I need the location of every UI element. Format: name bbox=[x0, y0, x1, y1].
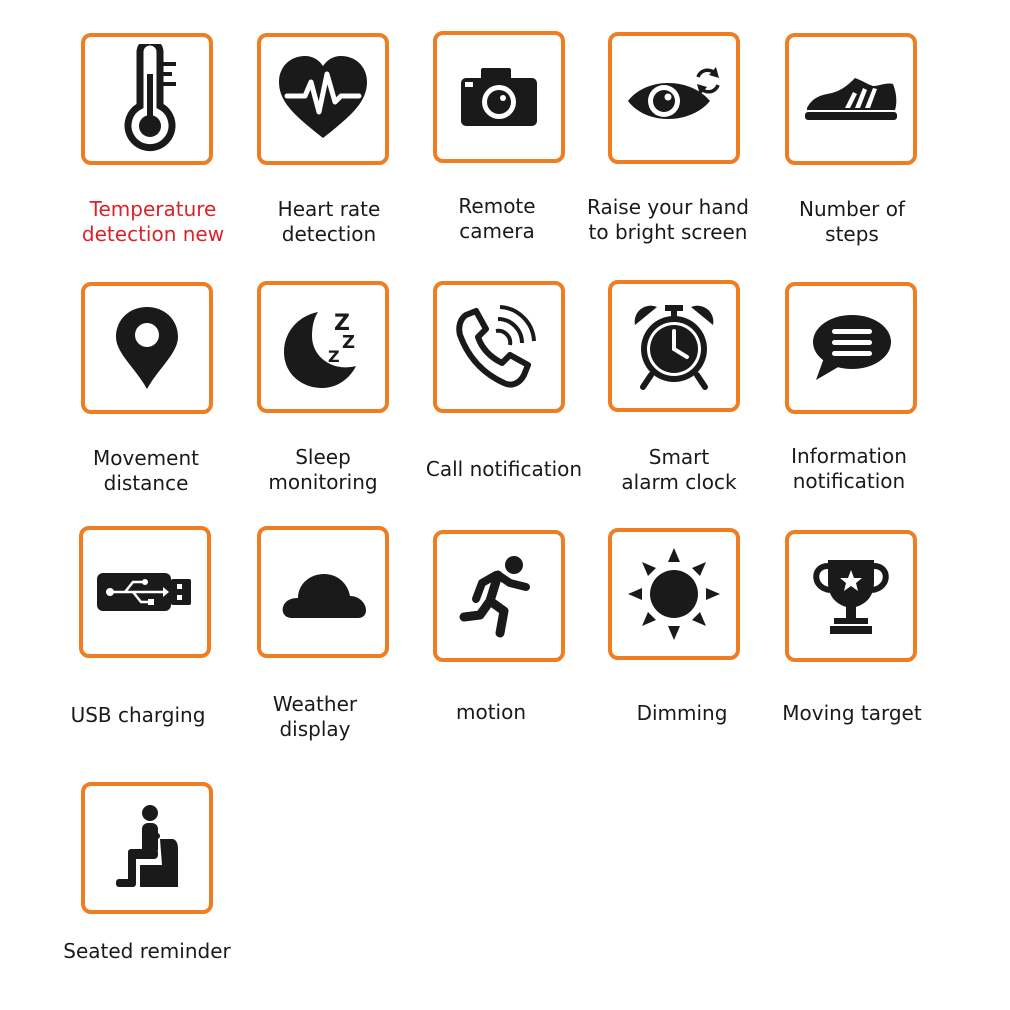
label-motion bbox=[391, 700, 591, 725]
label-line: Heart rate bbox=[277, 197, 381, 221]
label-line: Sleep bbox=[295, 445, 351, 469]
label-line: distance bbox=[103, 471, 189, 495]
moon-zzz-icon bbox=[278, 304, 368, 390]
svg-text:Z: Z bbox=[334, 311, 350, 336]
heart-pulse-icon bbox=[275, 54, 371, 144]
label-line: Number of bbox=[799, 197, 905, 221]
icon-box-raise-hand bbox=[608, 32, 740, 164]
icon-box-alarm bbox=[608, 280, 740, 412]
label-weather bbox=[215, 692, 415, 742]
label-line: monitoring bbox=[268, 470, 378, 494]
label-line: Weather bbox=[272, 692, 358, 716]
label-steps bbox=[752, 197, 952, 247]
label-line: Seated reminder bbox=[63, 939, 231, 963]
icon-box-remote-camera bbox=[433, 31, 565, 163]
label-line: notification bbox=[792, 469, 906, 493]
label-line: detection bbox=[281, 222, 377, 246]
label-line: Movement bbox=[93, 446, 199, 470]
cloud-icon bbox=[278, 564, 368, 620]
icon-box-weather bbox=[257, 526, 389, 658]
usb-stick-icon bbox=[95, 569, 195, 615]
label-line: Moving target bbox=[782, 701, 922, 725]
label-line: motion bbox=[455, 700, 527, 724]
icon-box-motion bbox=[433, 530, 565, 662]
icon-box-info bbox=[785, 282, 917, 414]
label-line: Remote bbox=[458, 194, 536, 218]
alarm-clock-icon bbox=[629, 301, 719, 391]
label-call bbox=[404, 457, 604, 482]
phone-ringing-icon bbox=[454, 305, 544, 389]
label-remote-camera bbox=[397, 194, 597, 244]
label-seated bbox=[47, 939, 247, 964]
icon-box-seated bbox=[81, 782, 213, 914]
location-pin-icon bbox=[114, 305, 180, 391]
label-line: detection new bbox=[81, 222, 225, 246]
label-line: to bright screen bbox=[588, 220, 748, 244]
label-line: camera bbox=[459, 219, 535, 243]
seated-person-icon bbox=[112, 803, 182, 893]
svg-text:Z: Z bbox=[328, 347, 340, 366]
label-raise-hand bbox=[568, 195, 768, 245]
label-line: USB charging bbox=[70, 703, 206, 727]
label-line: display bbox=[279, 717, 351, 741]
label-line: Information bbox=[791, 444, 907, 468]
eye-refresh-icon bbox=[624, 63, 724, 133]
label-line: Smart bbox=[648, 445, 710, 469]
trophy-icon bbox=[808, 556, 894, 636]
chat-bubble-icon bbox=[810, 314, 892, 382]
sneaker-icon bbox=[803, 74, 899, 124]
label-line: alarm clock bbox=[621, 470, 737, 494]
sun-icon bbox=[626, 546, 722, 642]
svg-text:Z: Z bbox=[342, 332, 356, 353]
icon-box-heart-rate bbox=[257, 33, 389, 165]
label-line: Call notification bbox=[425, 457, 583, 481]
label-line: Raise your hand bbox=[587, 195, 749, 219]
icon-box-steps bbox=[785, 33, 917, 165]
camera-icon bbox=[459, 66, 539, 128]
icon-box-usb bbox=[79, 526, 211, 658]
label-temperature bbox=[53, 197, 253, 247]
label-target bbox=[752, 701, 952, 726]
icon-box-sleep bbox=[257, 281, 389, 413]
label-usb bbox=[38, 703, 238, 728]
runner-icon bbox=[456, 553, 542, 639]
icon-box-dimming bbox=[608, 528, 740, 660]
icon-box-movement-distance bbox=[81, 282, 213, 414]
icon-box-temperature bbox=[81, 33, 213, 165]
thermometer-icon bbox=[102, 44, 192, 154]
label-info bbox=[749, 444, 949, 494]
label-movement-distance bbox=[46, 446, 246, 496]
label-sleep bbox=[223, 445, 423, 495]
icon-box-target bbox=[785, 530, 917, 662]
icon-box-call bbox=[433, 281, 565, 413]
label-line: Temperature bbox=[89, 197, 217, 221]
label-line: steps bbox=[825, 222, 879, 246]
label-line: Dimming bbox=[636, 701, 728, 725]
